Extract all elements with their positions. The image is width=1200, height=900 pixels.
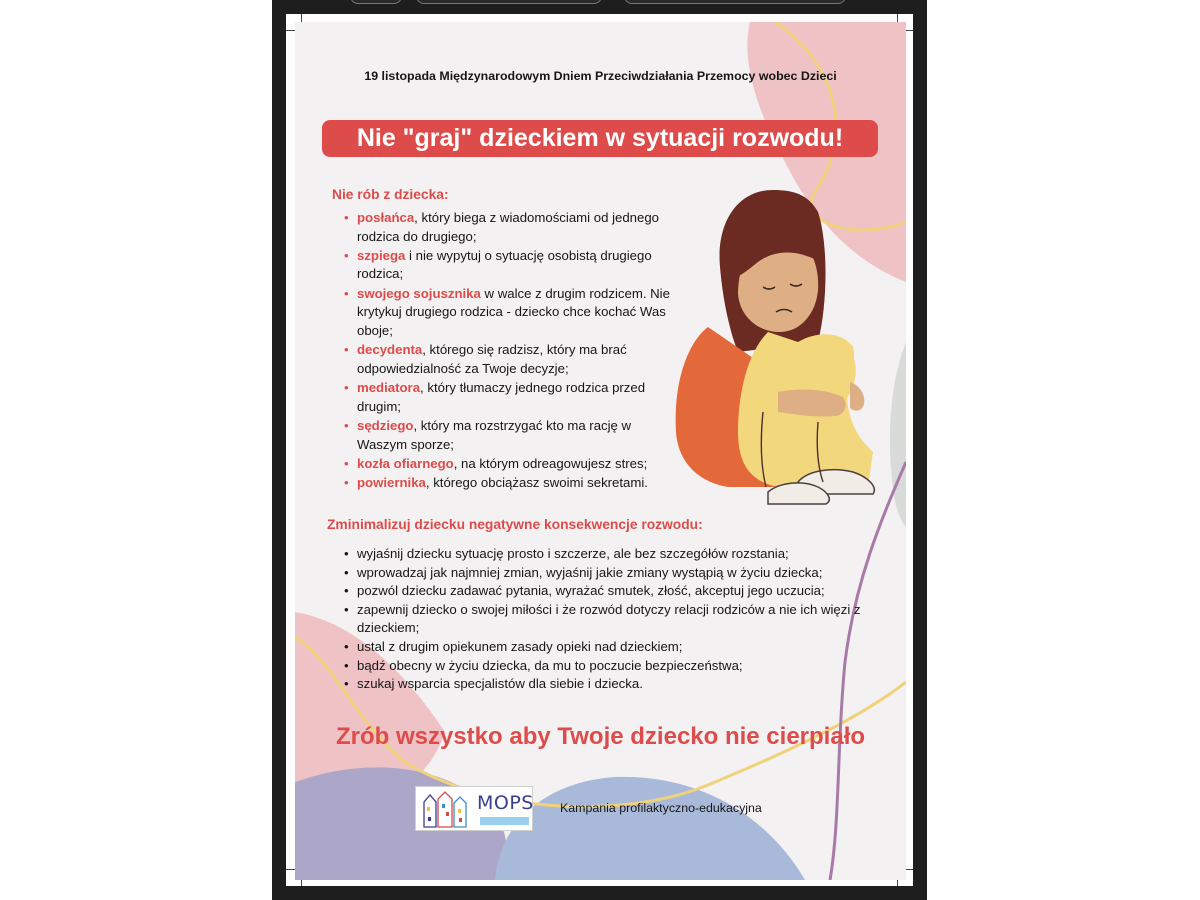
item-text: , którego się radzisz, który ma brać odpowiedzialność za Twoje decyzje; xyxy=(357,342,627,376)
keyword: sędziego xyxy=(357,417,414,433)
list-item xyxy=(344,417,674,454)
item-text: , który ma rozstrzygać kto ma rację w Waszym sporze; xyxy=(357,417,632,452)
minimize-heading: Zminimalizuj dziecku negatywne konsekwencje rozwodu: xyxy=(327,517,703,532)
item-text: w walce z drugim rodzicem. Nie krytykuj drugiego rodzica - dziecko chce kochać Was oboje; xyxy=(357,285,670,338)
list-item: • wyjaśnij dziecku sytuację prosto i szczerze, ale bez szczegółów rozstania; xyxy=(344,545,884,564)
keyword: szpiega xyxy=(357,247,406,263)
list-item xyxy=(344,474,674,493)
keyword: swojego sojusznika xyxy=(357,285,481,301)
list-item: • ustal z drugim opiekunem zasady opieki nad dzieckiem; xyxy=(344,638,884,657)
list-item xyxy=(344,341,674,378)
footer-slogan: Zrób wszystko aby Twoje dziecko nie cierpiało xyxy=(335,723,866,750)
sad-child-illustration xyxy=(668,182,906,522)
campaign-label: Kampania profilaktyczno-edukacyjna xyxy=(560,801,762,815)
list-item: • wprowadzaj jak najmniej zmian, wyjaśnij jakie zmiany wystąpią w życiu dziecka; xyxy=(344,564,884,583)
keyword: powiernika xyxy=(357,475,426,491)
crop-mark xyxy=(301,14,302,22)
item-text: , na którym odreagowujesz stres; xyxy=(453,455,648,471)
keyword: posłańca xyxy=(357,210,415,225)
list-item: • bądź obecny w życiu dziecka, da mu to poczucie bezpieczeństwa; xyxy=(344,657,884,676)
item-text: , którego obciążasz swoimi sekretami. xyxy=(425,475,648,491)
crop-mark xyxy=(286,869,295,870)
toolbar-button[interactable] xyxy=(350,0,402,4)
dont-heading: Nie rób z dziecka: xyxy=(332,187,449,202)
toolbar-button[interactable] xyxy=(416,0,602,4)
keyword: decydenta xyxy=(357,342,423,358)
toolbar-button[interactable] xyxy=(624,0,846,4)
list-item xyxy=(344,247,674,284)
list-item xyxy=(344,285,674,341)
list-item: • zapewnij dziecko o swojej miłości i że rozwód dotyczy relacji rodziców a nie ich więzi z dzieckiem; xyxy=(344,601,884,638)
mops-logo xyxy=(415,786,533,831)
crop-mark xyxy=(897,14,898,22)
dont-list xyxy=(344,209,674,493)
item-text: i nie wypytuj o sytuację osobistą drugiego rodzica; xyxy=(357,247,652,282)
list-item xyxy=(344,209,674,246)
logo-wordmark: MOPS xyxy=(477,792,534,814)
logo-subtitle-bar xyxy=(480,817,529,825)
minimize-list xyxy=(344,545,884,694)
list-item xyxy=(344,379,674,416)
poster-title-banner: Nie "graj" dzieckiem w sytuacji rozwodu! xyxy=(322,120,878,157)
list-item: • szukaj wsparcia specjalistów dla siebie i dziecka. xyxy=(344,675,884,694)
list-item xyxy=(344,455,674,474)
crop-mark xyxy=(286,30,295,31)
campaign-date-line: 19 listopada Międzynarodowym Dniem Przeciwdziałania Przemocy wobec Dzieci xyxy=(364,69,837,83)
keyword: kozła ofiarnego xyxy=(357,455,454,471)
list-item: • pozwól dziecku zadawać pytania, wyrażać smutek, złość, akceptuj jego uczucia; xyxy=(344,582,884,601)
item-text: , który tłumaczy jednego rodzica przed drugim; xyxy=(357,380,646,414)
item-text: , który biega z wiadomościami od jednego rodzica do drugiego; xyxy=(357,210,660,244)
poster xyxy=(295,22,906,880)
keyword: mediatora xyxy=(357,380,421,396)
